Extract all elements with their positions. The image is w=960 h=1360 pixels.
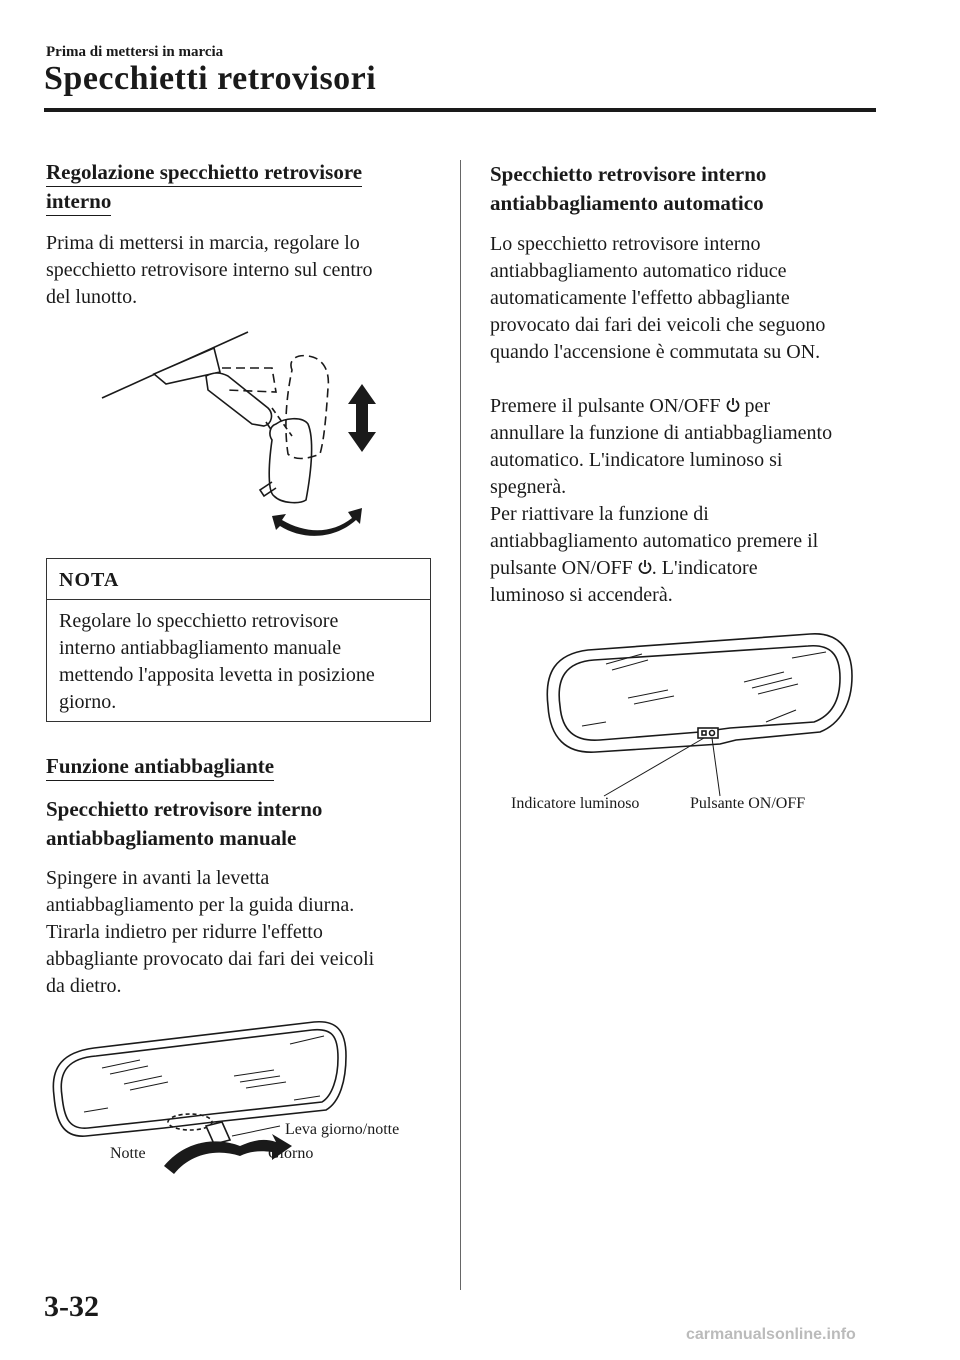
note-body xyxy=(47,600,430,716)
note-line: Regolare lo specchietto retrovisore xyxy=(59,610,339,632)
title-rule xyxy=(44,108,876,112)
paragraph-line: Prima di mettersi in marcia, regolare lo xyxy=(46,232,360,254)
left-column xyxy=(46,160,434,311)
note-line: interno antiabbagliamento manuale xyxy=(59,637,342,659)
paragraph-line: luminoso si accenderà. xyxy=(490,584,673,606)
paragraph-line: automatico. L'indicatore luminoso si xyxy=(490,449,783,471)
figure-label-lever: Leva giorno/notte xyxy=(285,1121,400,1138)
automatic-mirror-figure xyxy=(540,628,860,798)
paragraph-adjust xyxy=(46,230,434,311)
section-heading-line2: interno xyxy=(46,189,111,216)
paragraph-manual xyxy=(46,865,446,1000)
paragraph-line: Spingere in avanti la levetta xyxy=(46,867,270,889)
paragraph-line: antiabbagliamento automatico riduce xyxy=(490,260,787,282)
paragraph-line: Tirarla indietro per ridurre l'effetto xyxy=(46,921,323,943)
paragraph-line: da dietro. xyxy=(46,975,122,997)
paragraph-line: Per riattivare la funzione di xyxy=(490,503,709,525)
text-press-button: Premere il pulsante ON/OFF xyxy=(490,395,721,417)
section-heading-antiglare: Funzione antiabbagliante xyxy=(46,754,274,781)
section-heading-line1: Regolazione specchietto retrovisore xyxy=(46,160,362,187)
manual-mirror-figure xyxy=(44,1016,364,1186)
page-title: Specchietti retrovisori xyxy=(44,60,377,97)
subheading-automatic: Specchietto retrovisore interno xyxy=(490,162,767,186)
paragraph-line: abbagliante provocato dai fari dei veicoli xyxy=(46,948,375,970)
figure-label-indicator: Indicatore luminoso xyxy=(511,795,640,812)
antiglare-section xyxy=(46,754,446,1000)
paragraph-line: annullare la funzione di antiabbagliamento xyxy=(490,422,833,444)
note-line: mettendo l'apposita levetta in posizione xyxy=(59,664,375,686)
paragraph-line: antiabbagliamento automatico premere il xyxy=(490,530,819,552)
watermark: carmanualsonline.info xyxy=(686,1326,856,1343)
note-box xyxy=(46,558,431,722)
page-number: 3-32 xyxy=(44,1290,99,1323)
paragraph-line: quando l'accensione è commutata su ON. xyxy=(490,341,821,363)
section-heading-interior-mirror xyxy=(46,160,434,216)
power-icon xyxy=(638,559,652,575)
column-divider xyxy=(460,160,461,1290)
right-column xyxy=(490,160,882,609)
breadcrumb: Prima di mettersi in marcia xyxy=(46,44,224,60)
paragraph-line: Lo specchietto retrovisore interno xyxy=(490,233,761,255)
subheading-automatic-line2: antiabbagliamento automatico xyxy=(490,191,764,215)
paragraph-line xyxy=(490,555,882,582)
power-icon xyxy=(726,397,740,413)
figure-label-button: Pulsante ON/OFF xyxy=(690,795,806,812)
text-indicator: . L'indicatore xyxy=(651,557,758,579)
text-per: per xyxy=(744,395,771,417)
note-title: NOTA xyxy=(47,559,430,600)
note-line: giorno. xyxy=(59,691,117,713)
paragraph-line: specchietto retrovisore interno sul centro xyxy=(46,259,373,281)
paragraph-line: automaticamente l'effetto abbagliante xyxy=(490,287,790,309)
paragraph-line: provocato dai fari dei veicoli che seguono xyxy=(490,314,826,336)
paragraph-line xyxy=(490,393,882,420)
subheading-manual-line2: antiabbagliamento manuale xyxy=(46,826,297,850)
figure-label-night: Notte xyxy=(110,1145,146,1162)
paragraph-automatic xyxy=(490,231,882,366)
paragraph-onoff xyxy=(490,393,882,609)
text-button-label: pulsante ON/OFF xyxy=(490,557,633,579)
subheading-manual: Specchietto retrovisore interno xyxy=(46,797,323,821)
paragraph-line: spegnerà. xyxy=(490,476,567,498)
paragraph-line: del lunotto. xyxy=(46,286,138,308)
figure-label-day: Giorno xyxy=(268,1145,314,1162)
mirror-adjustment-figure xyxy=(96,328,396,544)
paragraph-line: antiabbagliamento per la guida diurna. xyxy=(46,894,355,916)
